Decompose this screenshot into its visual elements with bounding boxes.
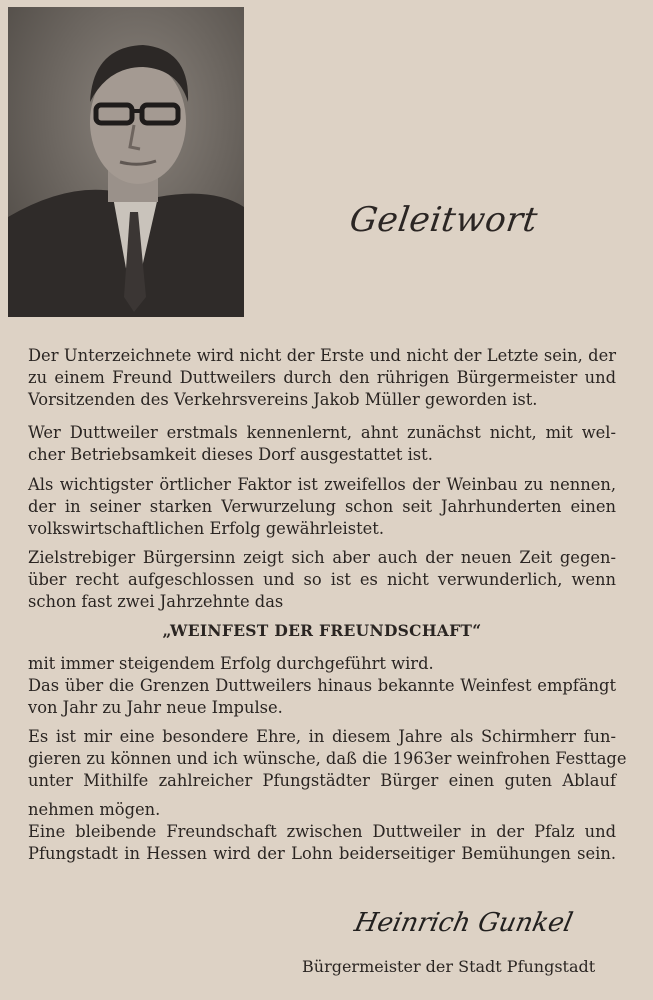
text-line: schon fast zwei Jahrzehnte das [28,592,284,611]
text-line: von Jahr zu Jahr neue Impulse. [28,698,283,717]
text-line: cher Betriebsamkeit dieses Dorf ausgestattet ist. [28,445,433,464]
paragraph-1 [28,345,616,411]
text-line: Eine bleibende Freundschaft zwischen Duttweiler in der Pfalz und [28,822,616,841]
text-line: gieren zu können und ich wünsche, daß die 1963er weinfrohen Festtage [28,749,627,768]
portrait-photo [8,7,244,317]
paragraph-3 [28,474,616,540]
text-line: nehmen mögen. [28,800,161,819]
paragraph-7 [28,799,616,865]
signature: Heinrich Gunkel [351,908,576,938]
text-line: Wer Duttweiler erstmals kennenlernt, ahnt zunächst nicht, mit wel- [28,423,616,442]
text-line: zu einem Freund Duttweilers durch den rührigen Bürgermeister und [28,368,616,387]
text-line: der in seiner starken Verwurzelung schon seit Jahrhunderten einen [28,497,616,516]
signatory-title: Bürgermeister der Stadt Pfungstadt [302,957,596,976]
text-line: Es ist mir eine besondere Ehre, in diesem Jahre als Schirmherr fun- [28,727,616,746]
text-line: unter Mithilfe zahlreicher Pfungstädter Bürger einen guten Ablauf [28,771,616,790]
paragraph-2 [28,422,616,466]
text-line: Pfungstadt in Hessen wird der Lohn beiderseitiger Bemühungen sein. [28,844,616,863]
paragraph-5 [28,653,616,719]
text-line: volkswirtschaftlichen Erfolg gewährleistet. [28,519,385,538]
text-line: mit immer steigendem Erfolg durchgeführt wird. [28,654,434,673]
page-title: Geleitwort [347,200,541,240]
paragraph-4 [28,547,616,613]
text-line: über recht aufgeschlossen und so ist es nicht verwunderlich, wenn [28,570,616,589]
festival-heading: „WEINFEST DER FREUNDSCHAFT“ [162,621,482,640]
paragraph-6 [28,726,627,792]
text-line: Das über die Grenzen Duttweilers hinaus bekannte Weinfest empfängt [28,676,616,695]
text-line: Als wichtigster örtlicher Faktor ist zweifellos der Weinbau zu nennen, [28,475,616,494]
text-line: Der Unterzeichnete wird nicht der Erste und nicht der Letzte sein, der [28,346,616,365]
text-line: Vorsitzenden des Verkehrsvereins Jakob Müller geworden ist. [28,390,538,409]
text-line: Zielstrebiger Bürgersinn zeigt sich aber auch der neuen Zeit gegen- [28,548,616,567]
